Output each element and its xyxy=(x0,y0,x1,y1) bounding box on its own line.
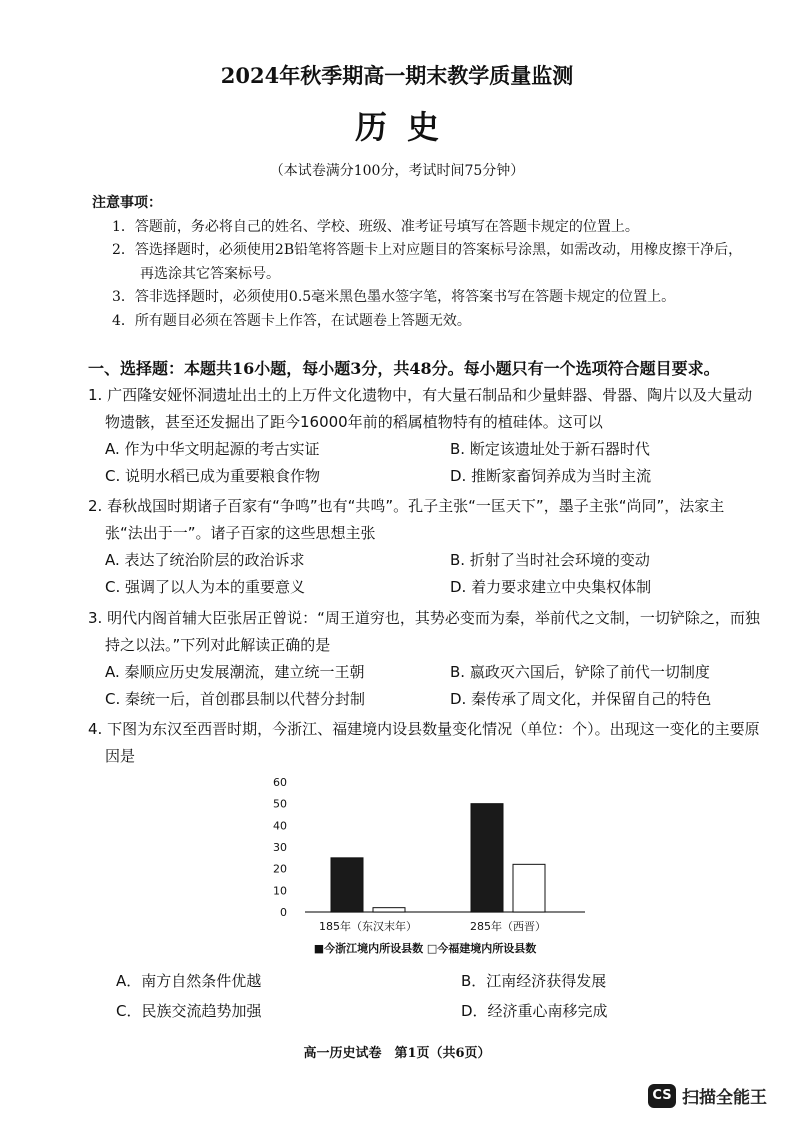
y-tick-label: 0 xyxy=(280,906,287,919)
y-tick-label: 40 xyxy=(273,819,287,833)
note-item: 3．答非选择题时，必须使用0.5毫米黑色墨水签字笔，将答案书写在答题卡规定的位置上。 xyxy=(112,289,676,305)
option-a: A．南方自然条件优越 xyxy=(116,972,262,990)
question-stem: 3. 明代内阁首辅大臣张居正曾说：“周王道穷也，其势必变而为秦，举前代之文制，一切铲除之，而独持之以法。”下列对此解读正确的是 xyxy=(88,609,760,654)
question-2 xyxy=(88,493,760,601)
x-tick-label: 285年（西晋） xyxy=(470,920,546,933)
question-4 xyxy=(88,716,760,770)
question-4-options xyxy=(88,966,788,1026)
option-d: D. 秦传承了周文化，并保留自己的特色 xyxy=(450,690,712,708)
option-d: D．经济重心南移完成 xyxy=(461,1002,608,1020)
option-c: C．民族交流趋势加强 xyxy=(116,1002,262,1020)
camscanner-logo-icon: CS xyxy=(648,1084,676,1108)
y-tick-label: 60 xyxy=(273,776,287,789)
scanner-watermark xyxy=(648,1083,767,1108)
options xyxy=(88,659,760,713)
notes-block xyxy=(92,192,752,333)
notes-heading: 注意事项： xyxy=(92,195,162,211)
bar-fujian xyxy=(513,864,545,912)
question-stem: 4. 下图为东汉至西晋时期，今浙江、福建境内设县数量变化情况（单位：个）。出现这一变化的主要原因是 xyxy=(88,720,760,765)
option-d: D. 着力要求建立中央集权体制 xyxy=(450,578,652,596)
option-c: C. 秦统一后，首创郡县制以代替分封制 xyxy=(105,690,366,708)
note-item: 4．所有题目必须在答题卡上作答，在试题卷上答题无效。 xyxy=(112,312,471,329)
option-a: A. 作为中华文明起源的考古实证 xyxy=(105,440,320,458)
chart-legend: ■今浙江境内所设县数 □今福建境内所设县数 xyxy=(313,942,537,955)
y-tick-label: 20 xyxy=(273,862,287,876)
note-item: 1．答题前，务必将自己的姓名、学校、班级、准考证号填写在答题卡规定的位置上。 xyxy=(112,218,639,235)
county-count-bar-chart xyxy=(265,770,595,970)
option-b: B. 断定该遗址处于新石器时代 xyxy=(450,440,650,458)
watermark-text: 扫描全能王 xyxy=(682,1088,767,1108)
option-c: C. 强调了以人为本的重要意义 xyxy=(105,578,306,596)
option-b: B. 折射了当时社会环境的变动 xyxy=(450,551,650,569)
exam-title: 2024年秋季期高一期末教学质量监测 xyxy=(220,63,574,88)
options xyxy=(88,436,760,490)
subject-title: 历史 xyxy=(354,108,459,146)
page-footer: 高一历史试卷 第1页（共6页） xyxy=(303,1046,491,1061)
question-1 xyxy=(88,382,760,490)
bar-zhejiang xyxy=(471,804,503,912)
question-stem: 1. 广西隆安娅怀洞遗址出土的上万件文化遗物中，有大量石制品和少量蚌器、骨器、陶片以及大量动物遗骸，甚至还发掘出了距今16000年前的稻属植物特有的植硅体。这可以 xyxy=(88,386,753,431)
y-tick-label: 50 xyxy=(273,797,287,811)
note-item: 2．答选择题时，必须使用2B铅笔将答题卡上对应题目的答案标号涂黑，如需改动，用橡皮擦干净后，再选涂其它答案标号。 xyxy=(112,242,743,282)
option-b: B. 嬴政灭六国后，铲除了前代一切制度 xyxy=(450,663,710,681)
option-a: A. 表达了统治阶层的政治诉求 xyxy=(105,551,305,569)
bar-fujian xyxy=(373,908,405,912)
option-b: B．江南经济获得发展 xyxy=(461,972,607,990)
y-tick-label: 10 xyxy=(273,884,287,898)
bar-zhejiang xyxy=(331,858,363,912)
exam-info: （本试卷满分100分，考试时间75分钟） xyxy=(269,163,525,179)
x-tick-label: 185年（东汉末年） xyxy=(319,920,417,933)
section-heading: 一、选择题：本题共16小题，每小题3分，共48分。每小题只有一个选项符合题目要求。 xyxy=(88,359,720,378)
option-c: C. 说明水稻已成为重要粮食作物 xyxy=(105,467,321,485)
options xyxy=(88,547,760,601)
y-tick-label: 30 xyxy=(273,841,287,854)
question-3 xyxy=(88,605,760,713)
option-a: A. 秦顺应历史发展潮流，建立统一王朝 xyxy=(105,663,365,681)
option-d: D. 推断家畜饲养成为当时主流 xyxy=(450,467,652,485)
question-stem: 2. 春秋战国时期诸子百家有“争鸣”也有“共鸣”。孔子主张“一匡天下”，墨子主张“尚同”，法家主张“法出于一”。诸子百家的这些思想主张 xyxy=(88,497,725,542)
